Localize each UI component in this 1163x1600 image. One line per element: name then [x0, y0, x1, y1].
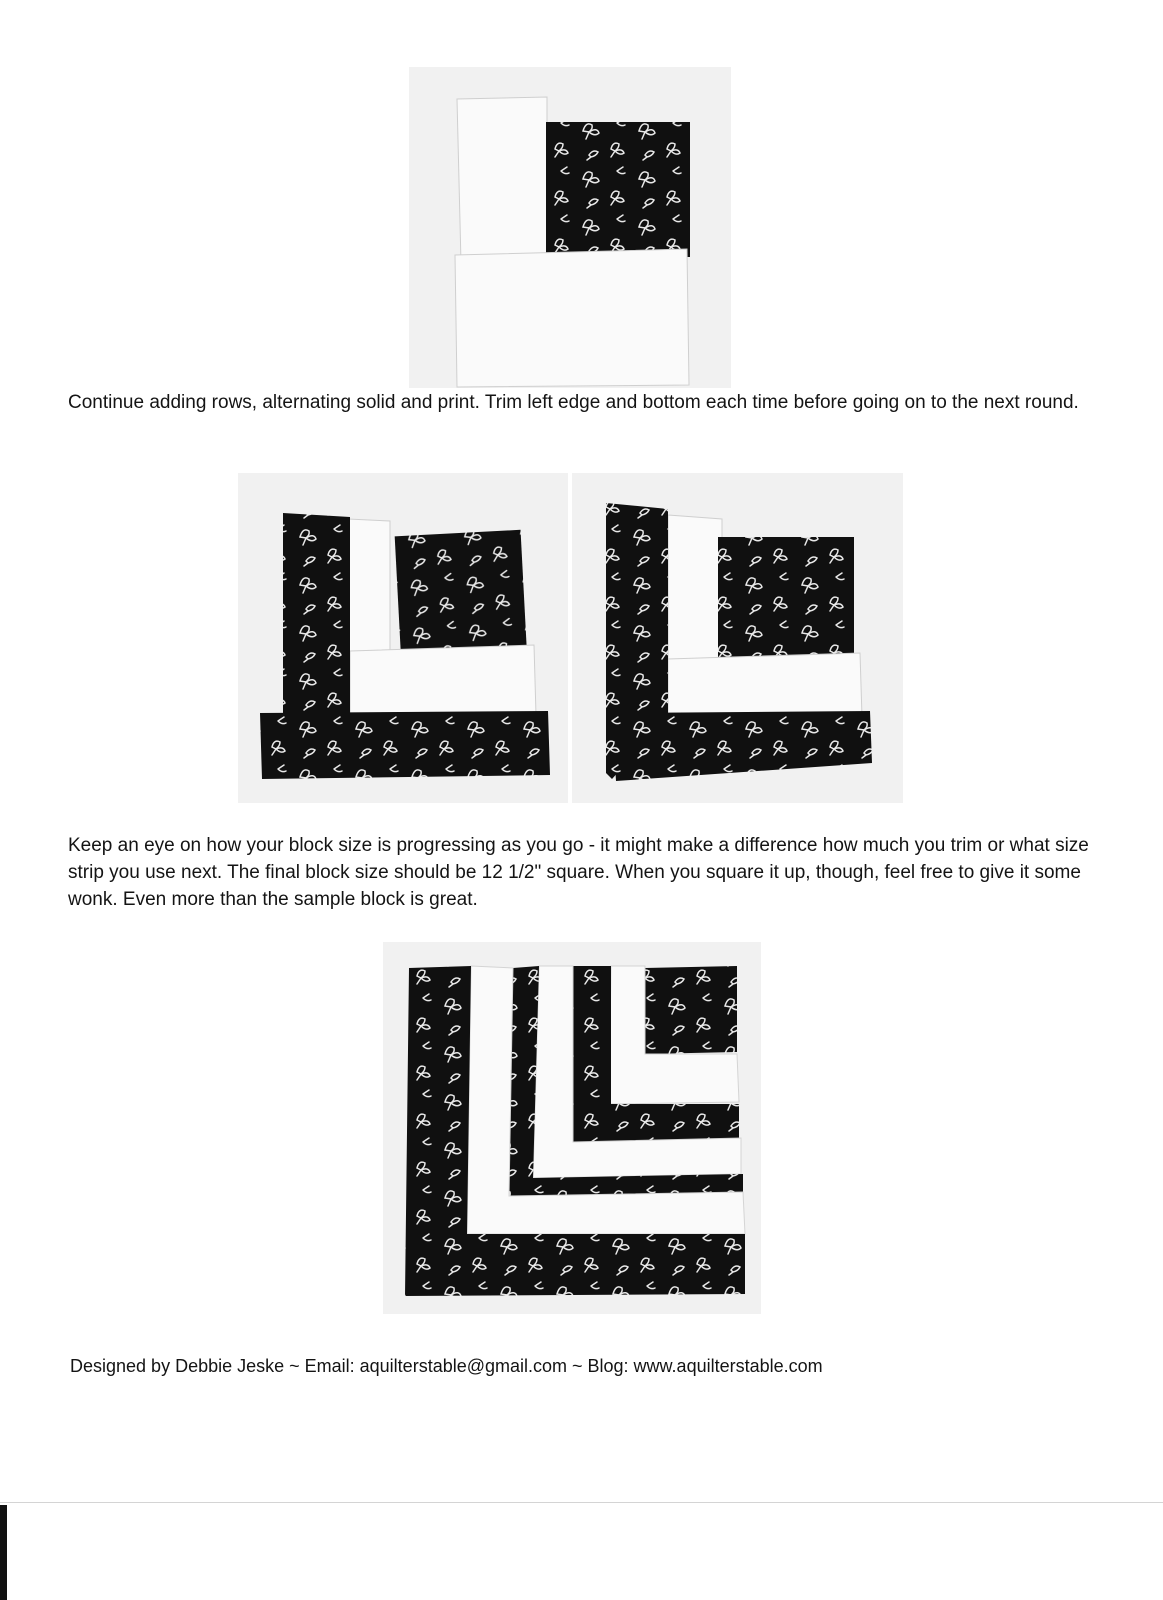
- block-photo-step-1: [409, 67, 731, 388]
- block-photo-step-2a: [238, 473, 568, 803]
- scan-border: [0, 1505, 7, 1600]
- finished-block-photo: [383, 942, 761, 1314]
- step-text-2: Keep an eye on how your block size is progressing as you go - it might make a difference how much you trim or what size strip you use next. The final block size should be 12 1/2" square. When you square it up, though, feel free to give it some wonk. Even more than the sample block is great.: [68, 835, 1089, 910]
- scan-page-edge: [0, 1502, 1163, 1503]
- step-text-1: Continue adding rows, alternating solid and print. Trim left edge and bottom each time before going on to the next round.: [68, 392, 1079, 413]
- designer-credit: Designed by Debbie Jeske ~ Email: aquilterstable@gmail.com ~ Blog: www.aquilterstable.com: [70, 1356, 823, 1376]
- block-photo-step-2b: [572, 473, 903, 803]
